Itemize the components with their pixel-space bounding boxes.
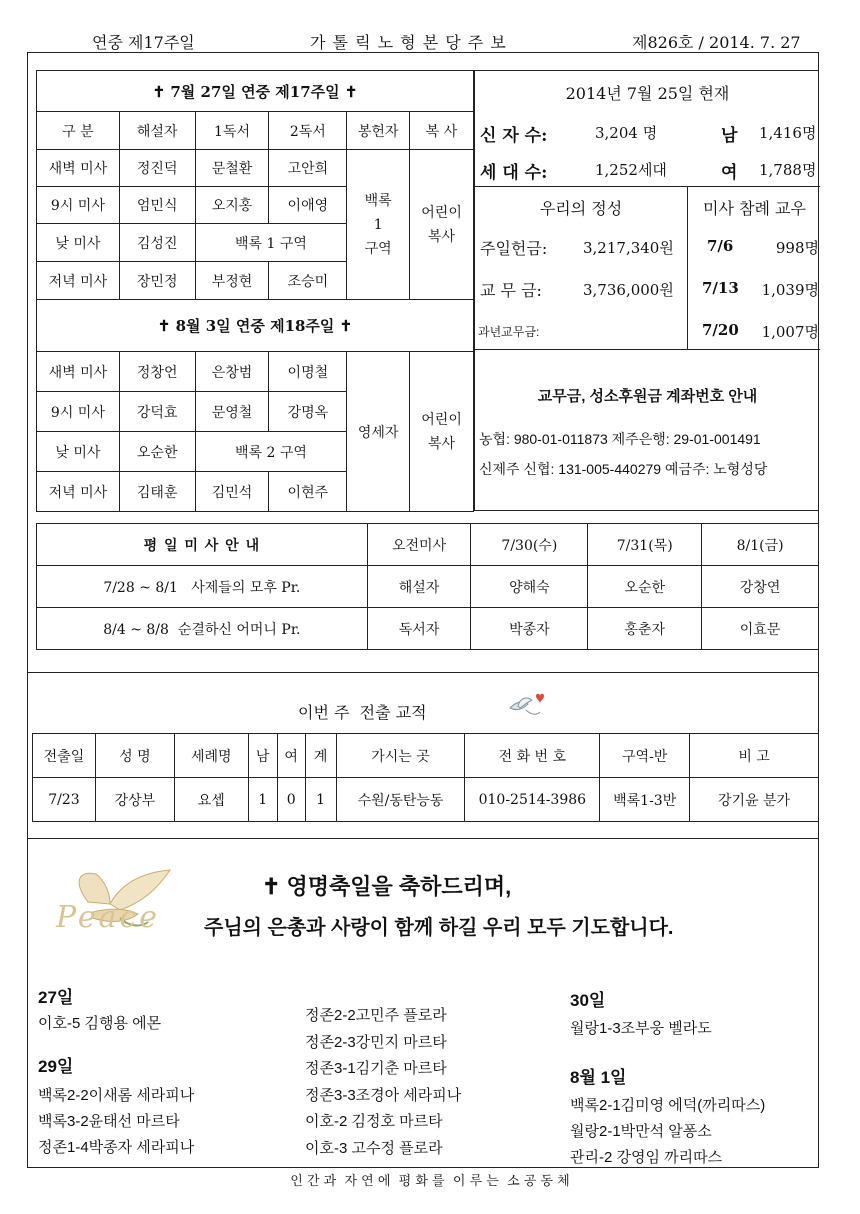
feast-name: 정존1-4박종자 세라피나 (38, 1139, 195, 1156)
transfer-cell: 요셉 (174, 778, 248, 822)
accounts-line: 농협: 980-01-011873 제주은행: 29-01-001491 (479, 431, 761, 447)
role-cell: 독서자 (367, 608, 471, 650)
transfer-header: 성 명 (95, 734, 174, 778)
weekday-date: 7/30(수) (471, 524, 588, 566)
stats-date: 2014년 7월 25일 현재 (565, 84, 730, 103)
schedule-cell: 장민정 (119, 262, 195, 300)
schedule-cell: 김성진 (119, 224, 195, 262)
col-header: 해설자 (119, 112, 195, 150)
feast-name: 이호-2 김정호 마르타 (305, 1113, 443, 1130)
male-count: 1,416명 (759, 124, 817, 142)
transfer-header: 구역-반 (600, 734, 690, 778)
feast-name: 이호-5 김행용 에몬 (38, 1015, 162, 1032)
schedule-cell: 김태훈 (119, 472, 195, 512)
transfer-header: 여 (277, 734, 305, 778)
feast-day-heading: 27일 (38, 988, 74, 1007)
divider (475, 349, 820, 350)
col-header: 1독서 (195, 112, 269, 150)
feast-subtitle: 주님의 은총과 사랑이 함께 하길 우리 모두 기도합니다. (204, 917, 674, 939)
attendance-date: 7/13 (702, 279, 739, 297)
mass-label: 저녁 미사 (37, 262, 120, 300)
server-cell: 어린이 복사 (410, 352, 474, 512)
transfer-header: 가시는 곳 (336, 734, 465, 778)
schedule-cell: 부정현 (195, 262, 269, 300)
accounts-line: 신제주 신협: 131-005-440279 예금주: 노형성당 (479, 461, 768, 477)
transfer-cell: 010-2514-3986 (465, 778, 600, 822)
offering-title: 우리의 정성 (539, 199, 623, 218)
schedule-cell: 백록 1 구역 (195, 224, 347, 262)
weekday-date: 7/31(목) (588, 524, 702, 566)
sched2-title: ✝ 8월 3일 연중 제18주일 ✝ (37, 300, 474, 352)
col-header: 복 사 (410, 112, 474, 150)
transfer-header: 세례명 (174, 734, 248, 778)
name-cell: 오순한 (588, 566, 702, 608)
week-label: 연중 제17주일 (92, 33, 195, 52)
schedule-cell: 오순한 (119, 432, 195, 472)
mass-label: 낮 미사 (37, 432, 120, 472)
feast-name: 백록2-2이새롬 세라피나 (38, 1087, 195, 1104)
attendance-count: 1,039명 (761, 281, 819, 299)
name-cell: 양해숙 (471, 566, 588, 608)
transfer-header: 계 (305, 734, 336, 778)
schedule-cell: 오지홍 (195, 187, 269, 224)
feast-name: 관리-2 강영임 까리따스 (570, 1149, 723, 1166)
col-header: 구 분 (37, 112, 120, 150)
feast-name: 백록2-1김미영 에덕(까리따스) (570, 1097, 766, 1114)
transfer-cell: 7/23 (33, 778, 96, 822)
footer-motto: 인 간 과 자 연 에 평 화 를 이 루 는 소 공 동 체 (290, 1174, 570, 1189)
transfer-cell: 1 (305, 778, 336, 822)
feast-name: 정존2-3강민지 마르타 (305, 1034, 447, 1051)
offering-cell: 영세자 (347, 352, 410, 512)
schedule-cell: 이애영 (269, 187, 347, 224)
mass-label: 낮 미사 (37, 224, 120, 262)
transfer-cell: 백록1-3반 (600, 778, 690, 822)
sched1-title: ✝ 7월 27일 연중 제17주일 ✝ (37, 71, 474, 112)
bulletin-title: 가 톨 릭 노 형 본 당 주 보 (310, 33, 507, 52)
schedule-cell: 엄민식 (119, 187, 195, 224)
schedule-cell: 은창범 (195, 352, 269, 392)
morning-mass-label: 오전미사 (367, 524, 471, 566)
feast-name: 월랑1-3조부웅 벨라도 (570, 1020, 712, 1037)
mass-label: 9시 미사 (37, 187, 120, 224)
feast-day-heading: 30일 (570, 991, 606, 1010)
transfer-title: 이번 주 전출 교적 (298, 703, 427, 722)
transfer-header: 전 화 번 호 (465, 734, 600, 778)
weekday-row-label: 7/28 ~ 8/1 사제들의 모후 Pr. (37, 566, 368, 608)
transfer-cell: 0 (277, 778, 305, 822)
households-label: 세 대 수: (480, 163, 548, 183)
mass-label: 새벽 미사 (37, 352, 120, 392)
weekday-date: 8/1(금) (702, 524, 819, 566)
attendance-count: 1,007명 (761, 323, 819, 341)
transfer-cell: 강기윤 분가 (690, 778, 819, 822)
mass-label: 9시 미사 (37, 392, 120, 432)
female-count: 1,788명 (759, 161, 817, 179)
transfer-header: 비 고 (690, 734, 819, 778)
schedule-cell: 정창언 (119, 352, 195, 392)
divider (27, 672, 819, 673)
schedule-cell: 문철환 (195, 150, 269, 187)
mass-label: 새벽 미사 (37, 150, 120, 187)
male-label: 남 (721, 126, 738, 146)
believers-count: 3,204 명 (595, 124, 658, 142)
role-cell: 해설자 (367, 566, 471, 608)
female-label: 여 (721, 163, 738, 183)
past-tithe-label: 과년교무금: (478, 325, 540, 339)
accounts-title: 교무금, 성소후원금 계좌번호 안내 (537, 388, 758, 405)
name-cell: 강창연 (702, 566, 819, 608)
schedule-cell: 이명철 (269, 352, 347, 392)
schedule-cell: 문영철 (195, 392, 269, 432)
tithe-value: 3,736,000원 (583, 281, 674, 299)
weekday-row-label: 8/4 ~ 8/8 순결하신 어머니 Pr. (37, 608, 368, 650)
feast-name: 정존3-3조경아 세라피나 (305, 1087, 462, 1104)
peace-logo-text: Peace (56, 900, 161, 935)
feast-name: 정존2-2고민주 플로라 (305, 1007, 447, 1024)
feast-day-heading: 8월 1일 (570, 1068, 627, 1087)
issue-number: 제826호 / 2014. 7. 27 (632, 33, 801, 52)
attendance-date: 7/20 (702, 321, 739, 339)
attendance-date: 7/6 (707, 237, 734, 255)
schedule-cell: 김민석 (195, 472, 269, 512)
households-count: 1,252세대 (595, 161, 667, 179)
feast-name: 정존3-1김기춘 마르타 (305, 1060, 447, 1077)
schedule-cell: 강명옥 (269, 392, 347, 432)
believers-label: 신 자 수: (480, 126, 548, 146)
divider (475, 186, 820, 187)
attendance-count: 998명 (775, 239, 819, 257)
transfer-cell: 강상부 (95, 778, 174, 822)
sunday-schedule-table (36, 70, 474, 512)
divider (687, 186, 688, 349)
feast-title: ✝ 영명축일을 축하드리며, (262, 874, 512, 899)
dove-heart-icon (506, 690, 544, 720)
sunday-offering-label: 주일헌금: (480, 239, 548, 258)
info-panel (474, 70, 819, 511)
schedule-cell: 이현주 (269, 472, 347, 512)
schedule-cell: 정진덕 (119, 150, 195, 187)
offering-cell: 백록 1 구역 (347, 150, 410, 300)
attendance-title: 미사 참례 교우 (703, 199, 806, 218)
transfer-cell: 1 (248, 778, 277, 822)
sunday-offering-value: 3,217,340원 (583, 239, 674, 257)
schedule-cell: 백록 2 구역 (195, 432, 347, 472)
transfer-header: 남 (248, 734, 277, 778)
server-cell: 어린이 복사 (410, 150, 474, 300)
transfer-cell: 수원/동탄능동 (336, 778, 465, 822)
name-cell: 이효문 (702, 608, 819, 650)
schedule-cell: 조승미 (269, 262, 347, 300)
divider (27, 838, 819, 839)
weekday-mass-table (36, 523, 819, 650)
tithe-label: 교 무 금: (480, 281, 542, 300)
schedule-cell: 강덕효 (119, 392, 195, 432)
col-header: 2독서 (269, 112, 347, 150)
feast-name: 백록3-2윤태선 마르타 (38, 1113, 180, 1130)
name-cell: 박종자 (471, 608, 588, 650)
peace-dove-logo (48, 862, 180, 942)
feast-day-heading: 29일 (38, 1057, 74, 1076)
feast-name: 이호-3 고수정 플로라 (305, 1140, 443, 1157)
mass-label: 저녁 미사 (37, 472, 120, 512)
weekday-title: 평 일 미 사 안 내 (37, 524, 368, 566)
schedule-cell: 고안희 (269, 150, 347, 187)
transfer-table (32, 733, 819, 822)
transfer-header: 전출일 (33, 734, 96, 778)
feast-name: 월랑2-1박만석 알퐁소 (570, 1123, 712, 1140)
col-header: 봉헌자 (347, 112, 410, 150)
name-cell: 홍춘자 (588, 608, 702, 650)
